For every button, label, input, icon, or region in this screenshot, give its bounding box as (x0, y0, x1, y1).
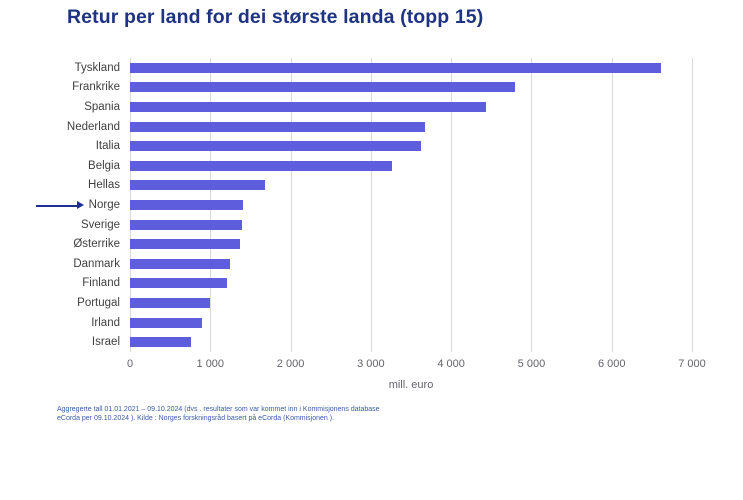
bar-rows (0, 58, 743, 352)
bar-row (0, 254, 743, 274)
bar-track (130, 195, 743, 215)
x-tick-label: 0 (126, 358, 134, 370)
bar-track (130, 136, 743, 156)
bar-track (130, 234, 743, 254)
bar-track (130, 293, 743, 313)
bar-irland (130, 318, 202, 328)
x-tick-label: 6 000 (597, 358, 626, 370)
bar-track (130, 313, 743, 333)
bar-row (0, 274, 743, 294)
bar-danmark (130, 259, 230, 269)
bar-row (0, 195, 743, 215)
x-tick-label: 2 000 (276, 358, 305, 370)
bar-spania (130, 102, 486, 112)
bar-row (0, 58, 743, 78)
x-tick-label: 3 000 (357, 358, 385, 370)
bar-belgia (130, 161, 392, 171)
category-label: Israel (91, 336, 120, 349)
bar-row (0, 293, 743, 313)
bar-row (0, 136, 743, 156)
bar-israel (130, 337, 191, 347)
bar-norge (130, 200, 243, 210)
category-label: Hellas (88, 179, 120, 192)
category-label: Danmark (73, 257, 120, 270)
bar-row (0, 117, 743, 137)
category-label: Sverige (81, 218, 120, 231)
x-axis-label: mill. euro (388, 379, 434, 391)
bar-track (130, 97, 743, 117)
footnote-line-1: Aggregerte tall 01.01.2021 – 09.10.2024 (dvs . resultater som var kommet inn i Kommisjonens database (57, 406, 380, 413)
bar-row (0, 332, 743, 352)
bar-row (0, 313, 743, 333)
category-label: Norge (88, 198, 120, 211)
bar-row (0, 78, 743, 98)
category-label: Nederland (66, 120, 120, 133)
bar-row (0, 234, 743, 254)
x-axis (126, 358, 706, 372)
bar-track (130, 254, 743, 274)
x-tick-label: 5 000 (517, 358, 546, 370)
bar-row (0, 215, 743, 235)
bar-track (130, 332, 743, 352)
x-tick-label: 7 000 (678, 358, 706, 370)
bar-nederland (130, 122, 425, 132)
category-label: Frankrike (72, 81, 120, 94)
category-label: Finland (82, 277, 120, 290)
bar-finland (130, 278, 227, 288)
bar-row (0, 176, 743, 196)
bar-track (130, 156, 743, 176)
bar-track (130, 78, 743, 98)
bar-sverige (130, 220, 242, 230)
chart-title: Retur per land for dei største landa (topp 15) (67, 6, 484, 28)
bar-row (0, 156, 743, 176)
category-label: Tyskland (74, 61, 120, 74)
norge-highlight-arrow-icon (36, 201, 84, 210)
category-label: Irland (91, 316, 120, 329)
x-tick-label: 4 000 (437, 358, 465, 370)
bar-track (130, 58, 743, 78)
x-tick-label: 1 000 (196, 358, 225, 370)
category-label: Østerrike (73, 238, 120, 251)
bar-østerrike (130, 239, 240, 249)
bar-frankrike (130, 82, 515, 92)
bar-track (130, 117, 743, 137)
bar-track (130, 215, 743, 235)
bar-hellas (130, 180, 265, 190)
bar-track (130, 176, 743, 196)
category-label: Spania (84, 100, 120, 113)
bar-row (0, 97, 743, 117)
arrow-head (77, 201, 84, 209)
bar-track (130, 274, 743, 294)
arrow-shaft (36, 205, 77, 207)
category-label: Italia (95, 140, 120, 153)
source-footnote (57, 405, 437, 423)
bar-tyskland (130, 63, 661, 73)
footnote-line-2: eCorda per 09.10.2024 ). Kilde : Norges forskningsråd basert på eCorda (Kommisjonen ). (57, 415, 335, 422)
bar-portugal (130, 298, 210, 308)
bar-italia (130, 141, 421, 151)
category-label: Portugal (77, 296, 120, 309)
category-label: Belgia (88, 159, 120, 172)
